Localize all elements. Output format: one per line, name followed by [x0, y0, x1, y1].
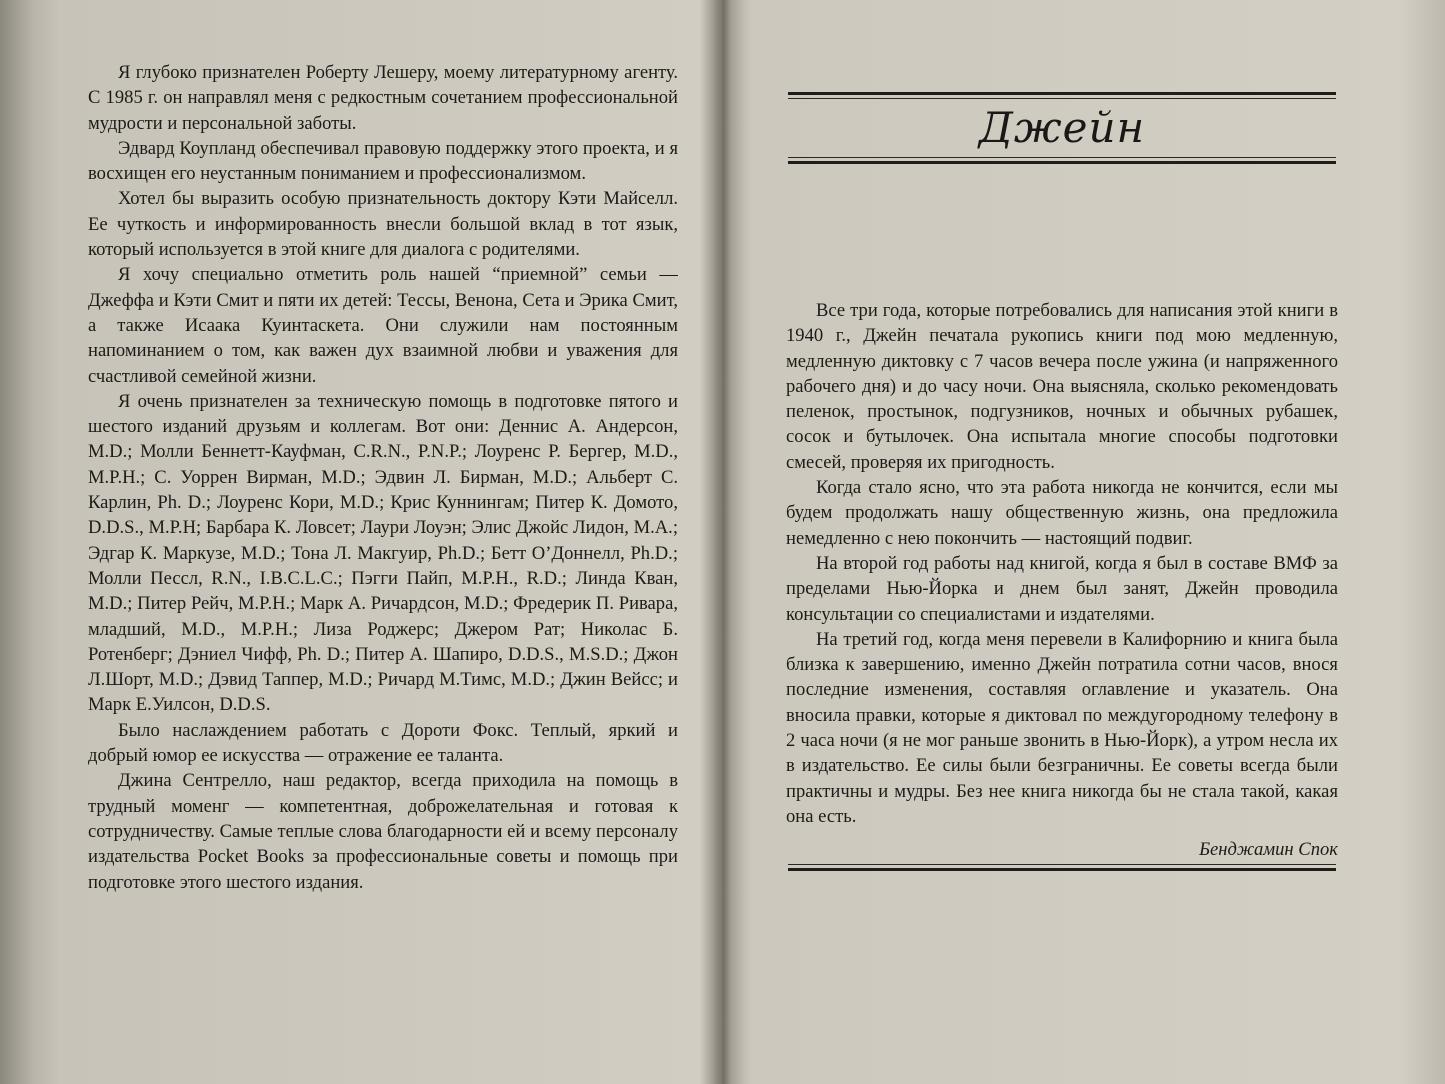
footer-rule-thick — [788, 868, 1336, 871]
chapter-title: Джейн — [978, 103, 1146, 152]
dedication-body — [786, 298, 1338, 862]
footer-rule — [788, 864, 1336, 871]
left-paragraph: Хотел бы выразить особую признательность доктору Кэти Майселл. Ее чуткость и информированность внесли большой вклад в тот язык, который используется в этой книге для диалога с родителями. — [88, 188, 678, 261]
right-page — [780, 60, 1360, 1020]
right-paragraph: Все три года, которые потребовались для написания этой книги в 1940 г., Джейн печатала рукопись книги под мою медленную, медленную диктовку с 7 часов вечера после ужина (и напряженного рабочего дня) и до часу ночи. Она выясняла, сколько рекомендовать пеленок, простынок, подгузников, ночных и обычных рубашек, сосок и бутылочек. Она испытала многие способы подготовки смесей, проверяя их пригодность. — [786, 300, 1338, 473]
left-paragraph: Джина Сентрелло, наш редактор, всегда приходила на помощь в трудный моменг — компетентная, доброжелательная и готовая к сотрудничеству. Самые теплые слова благодарности ей и всему персоналу издательства Pocket Books за профессиональные советы и помощь при подготовке этого шестого издания. — [88, 770, 678, 893]
right-paragraph: Когда стало ясно, что эта работа никогда не кончится, если мы будем продолжать нашу общественную жизнь, она предложила немедленно с нею покончить — настоящий подвиг. — [786, 477, 1338, 549]
left-paragraph: Я глубоко признателен Роберту Лешеру, моему литературному агенту. С 1985 г. он направлял меня с редкостным сочетанием профессиональной мудрости и персональной заботы. — [88, 62, 678, 134]
left-paragraph: Я хочу специально отметить роль нашей “приемной” семьи — Джеффа и Кэти Смит и пяти их детей: Тессы, Венона, Сета и Эрика Смит, а также Исаака Куинтаскета. Они служили нам постоянным напоминанием о том, как важен дух взаимной любви и уважения для счастливой семейной жизни. — [88, 264, 678, 387]
right-paragraph: На третий год, когда меня перевели в Калифорнию и книга была близка к завершению, именно Джейн потратила сотни часов, внося последние изменения, составляя оглавление и указатель. Она вносила правки, которые я диктовал по междугородному телефону в 2 часа ночи (я не мог раньше звонить в Нью-Йорк), а утром несла их в издательство. Ее силы были безграничны. Ее советы всегда были практичны и мудры. Без нее книга никогда бы не стала такой, какая она есть. — [786, 628, 1338, 827]
chapter-header — [788, 92, 1336, 164]
header-rule-bottom-thin — [788, 157, 1336, 158]
right-paragraph: На второй год работы над книгой, когда я был в составе ВМФ за пределами Нью-Йорка и днем был занят, Джейн проводила консультации со специалистами и издателями. — [786, 552, 1338, 625]
left-paragraph: Эдвард Коупланд обеспечивал правовую поддержку этого проекта, и я восхищен его неустанным пониманием и профессионализмом. — [88, 137, 678, 185]
book-gutter — [700, 0, 752, 1084]
header-rule-top — [788, 92, 1336, 95]
left-paragraph: Я очень признателен за техническую помощь в подготовке пятого и шестого изданий друзьям и коллегам. Вот они: Деннис А. Андерсон, M.D.; Молли Беннетт-Кауфман, C.R.N., P.N.P.; Лоуренс Р. Бергер, M.D., M.P.H.; С. Уоррен Вирман, M.D.; Эдвин Л. Бирман, M.D.; Альберт С. Карлин, Ph. D.; Лоуренс Кори, M.D.; Крис Куннингам; Питер К. Домото, D.D.S., M.P.H; Барбара К. Ловсет; Лаури Лоуэн; Элис Джойс Лидон, M.A.; Эдгар К. Маркузе, M.D.; Тона Л. Макгуир, Ph.D.; Бетт О’Доннелл, Ph.D.; Молли Пессл, R.N., I.B.C.L.C.; Пэгги Пайп, M.P.H., R.D.; Линда Кван, M.D.; Питер Рейч, M.P.H.; Марк А. Ричардсон, M.D.; Фредерик П. Ривара, младший, M.D., M.P.H.; Лиза Роджерс; Джером Рат; Николас Б. Ротенберг; Дэниел Чифф, Ph. D.; Питер А. Шапиро, D.D.S., M.S.D.; Джон Л.Шорт, M.D.; Дэвид Таппер, M.D.; Ричард М.Тимс, M.D.; Джин Вейсс; и Марк Е.Уилсон, D.D.S. — [88, 390, 678, 716]
header-rule-bottom — [788, 161, 1336, 164]
left-paragraph: Было наслаждением работать с Дороти Фокс. Теплый, яркий и добрый юмор ее искусства — отражение ее таланта. — [88, 719, 678, 767]
left-page — [88, 60, 678, 1020]
footer-rule-thin — [788, 864, 1336, 865]
signature: Бенджамин Спок — [1199, 839, 1338, 861]
